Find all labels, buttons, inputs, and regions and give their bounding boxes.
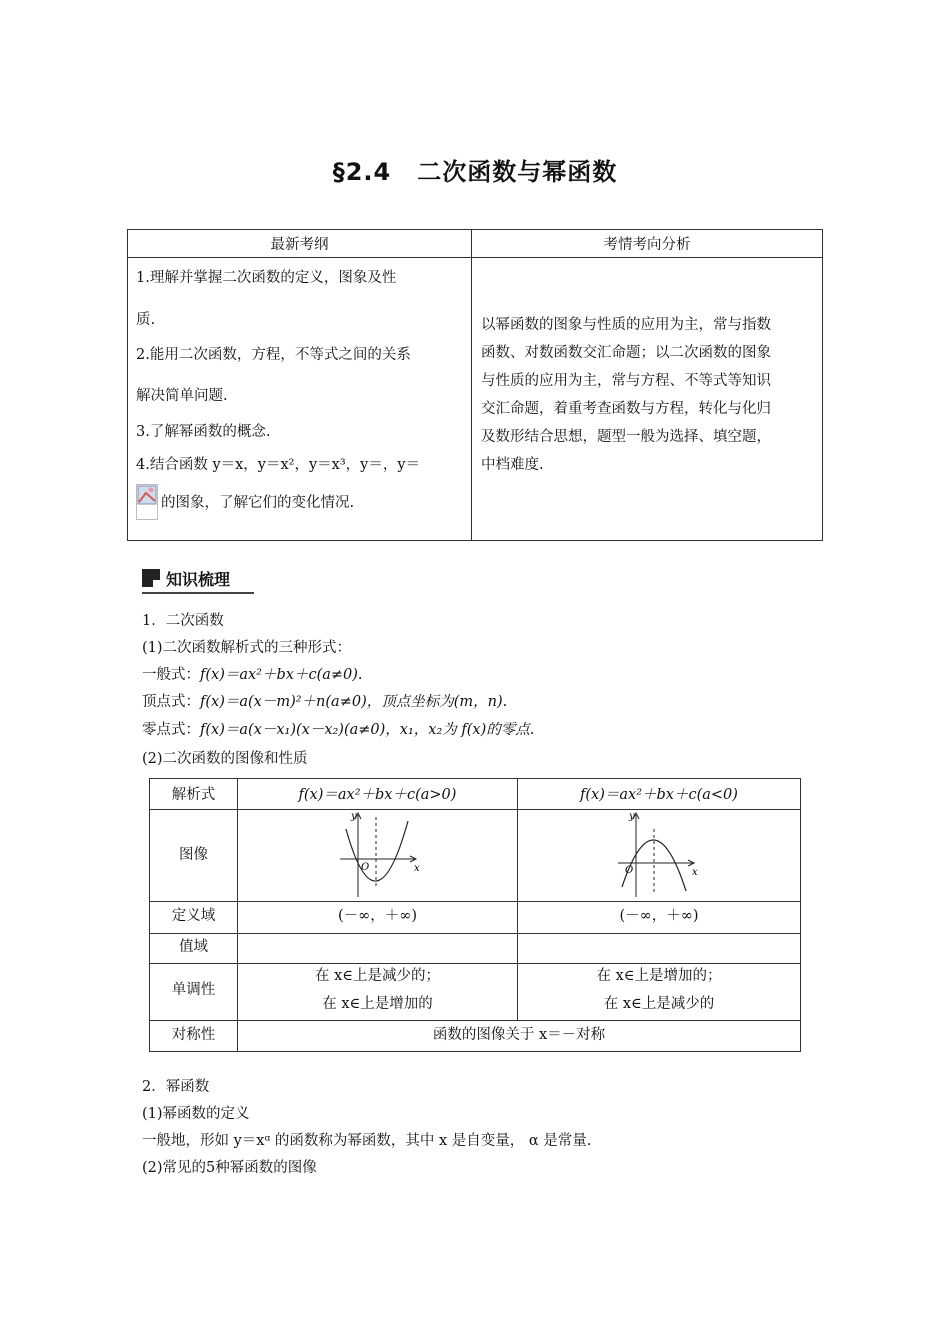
- table-divider: [471, 230, 472, 540]
- row-label: 定义域: [171, 908, 216, 924]
- table-cell: f(x)＝ax²＋bx＋c(a>0): [298, 787, 457, 803]
- formula-label: 一般式：: [142, 667, 200, 683]
- x-label: x: [414, 863, 420, 874]
- heading-underline: [142, 592, 254, 594]
- y-label: y: [629, 811, 635, 822]
- table-divider: [150, 809, 800, 810]
- outline-right-line: 与性质的应用为主，常与方程、不等式等知识: [481, 373, 771, 389]
- row-label: 解析式: [171, 787, 216, 803]
- table-divider: [150, 901, 800, 902]
- outline-left-line: 2.能用二次函数，方程，不等式之间的关系: [136, 347, 411, 363]
- outline-right-line: 及数形结合思想，题型一般为选择、填空题，: [481, 429, 771, 445]
- outline-right-line: 函数、对数函数交汇命题；以二次函数的图象: [481, 345, 771, 361]
- table-divider: [150, 933, 800, 934]
- broken-image-icon: [137, 485, 157, 505]
- formula-text: f(x)＝a(x－m)²＋n(a≠0)，顶点坐标为(m，n).: [200, 694, 508, 710]
- section-number: §2.4: [332, 158, 392, 186]
- formula-line: [142, 665, 363, 685]
- outline-right-line: 中档难度.: [481, 457, 544, 473]
- outline-left-line: 质.: [136, 312, 156, 328]
- formula-text: f(x)＝ax²＋bx＋c(a≠0).: [200, 667, 363, 683]
- row-label: 值域: [179, 939, 208, 955]
- table-divider: [150, 1020, 800, 1021]
- property-table: [149, 778, 801, 1052]
- sub-heading: (2)常见的5种幂函数的图像: [142, 1160, 317, 1176]
- formula-line: [142, 692, 507, 712]
- sub-heading: (1)二次函数解析式的三种形式：: [142, 640, 352, 656]
- table-cell: 在 x∈上是减少的: [603, 996, 715, 1012]
- outline-left-line: 解决简单问题.: [136, 388, 228, 404]
- title-text: 二次函数与幂函数: [417, 158, 618, 186]
- y-label: y: [351, 811, 357, 822]
- formula-text: f(x)＝a(x－x₁)(x－x₂)(a≠0)，x₁，x₂为 f(x)的零点.: [200, 722, 535, 738]
- formula-line: [142, 720, 534, 740]
- outline-right-line: 以幂函数的图象与性质的应用为主，常与指数: [481, 317, 771, 333]
- table-cell: (－∞，＋∞): [338, 908, 417, 924]
- formula-image: [136, 484, 158, 520]
- downward-parabola-graph: [616, 809, 698, 899]
- section-heading-text: 知识梳理: [166, 569, 231, 589]
- section-heading: [142, 566, 230, 590]
- outline-left-line: 1.理解并掌握二次函数的定义，图象及性: [136, 270, 397, 286]
- outline-left-line: 4.结合函数 y＝x，y＝x²，y＝x³，y＝，y＝: [136, 457, 421, 473]
- outline-header-right: 考情考向分析: [603, 237, 691, 253]
- item-heading: 2．幂函数: [142, 1079, 210, 1095]
- outline-right-line: 交汇命题，着重考查函数与方程，转化与化归: [481, 401, 771, 417]
- table-cell: (－∞，＋∞): [619, 908, 699, 924]
- row-label: 对称性: [171, 1027, 216, 1043]
- row-label: 图像: [179, 847, 208, 863]
- item-heading: 1．二次函数: [142, 613, 224, 629]
- sub-heading: (2)二次函数的图像和性质: [142, 751, 308, 767]
- sub-heading: (1)幂函数的定义: [142, 1106, 250, 1122]
- table-cell: f(x)＝ax²＋bx＋c(a<0): [580, 787, 738, 803]
- outline-left-line: 的图象，了解它们的变化情况.: [161, 495, 355, 511]
- origin-label: O: [361, 862, 370, 873]
- table-divider: [128, 257, 822, 258]
- row-label: 单调性: [171, 982, 216, 998]
- outline-header-left: 最新考纲: [270, 237, 329, 253]
- table-cell: 在 x∈上是增加的；: [596, 968, 722, 984]
- page-title: [0, 152, 950, 187]
- formula-label: 顶点式：: [142, 694, 200, 710]
- outline-left-line: 3.了解幂函数的概念.: [136, 424, 271, 440]
- table-cell: 在 x∈上是减少的；: [314, 968, 441, 984]
- parabola-curve: [346, 821, 408, 881]
- definition-text: 一般地，形如 y＝xᵅ 的函数称为幂函数，其中 x 是自变量， α 是常量.: [142, 1133, 592, 1149]
- x-label: x: [692, 867, 698, 878]
- origin-label: O: [625, 865, 634, 876]
- table-cell: 函数的图像关于 x＝－对称: [432, 1027, 606, 1043]
- square-bullet-icon: [142, 569, 160, 587]
- table-cell: 在 x∈上是增加的: [322, 996, 433, 1012]
- upward-parabola-graph: [338, 809, 420, 899]
- formula-label: 零点式：: [142, 722, 200, 738]
